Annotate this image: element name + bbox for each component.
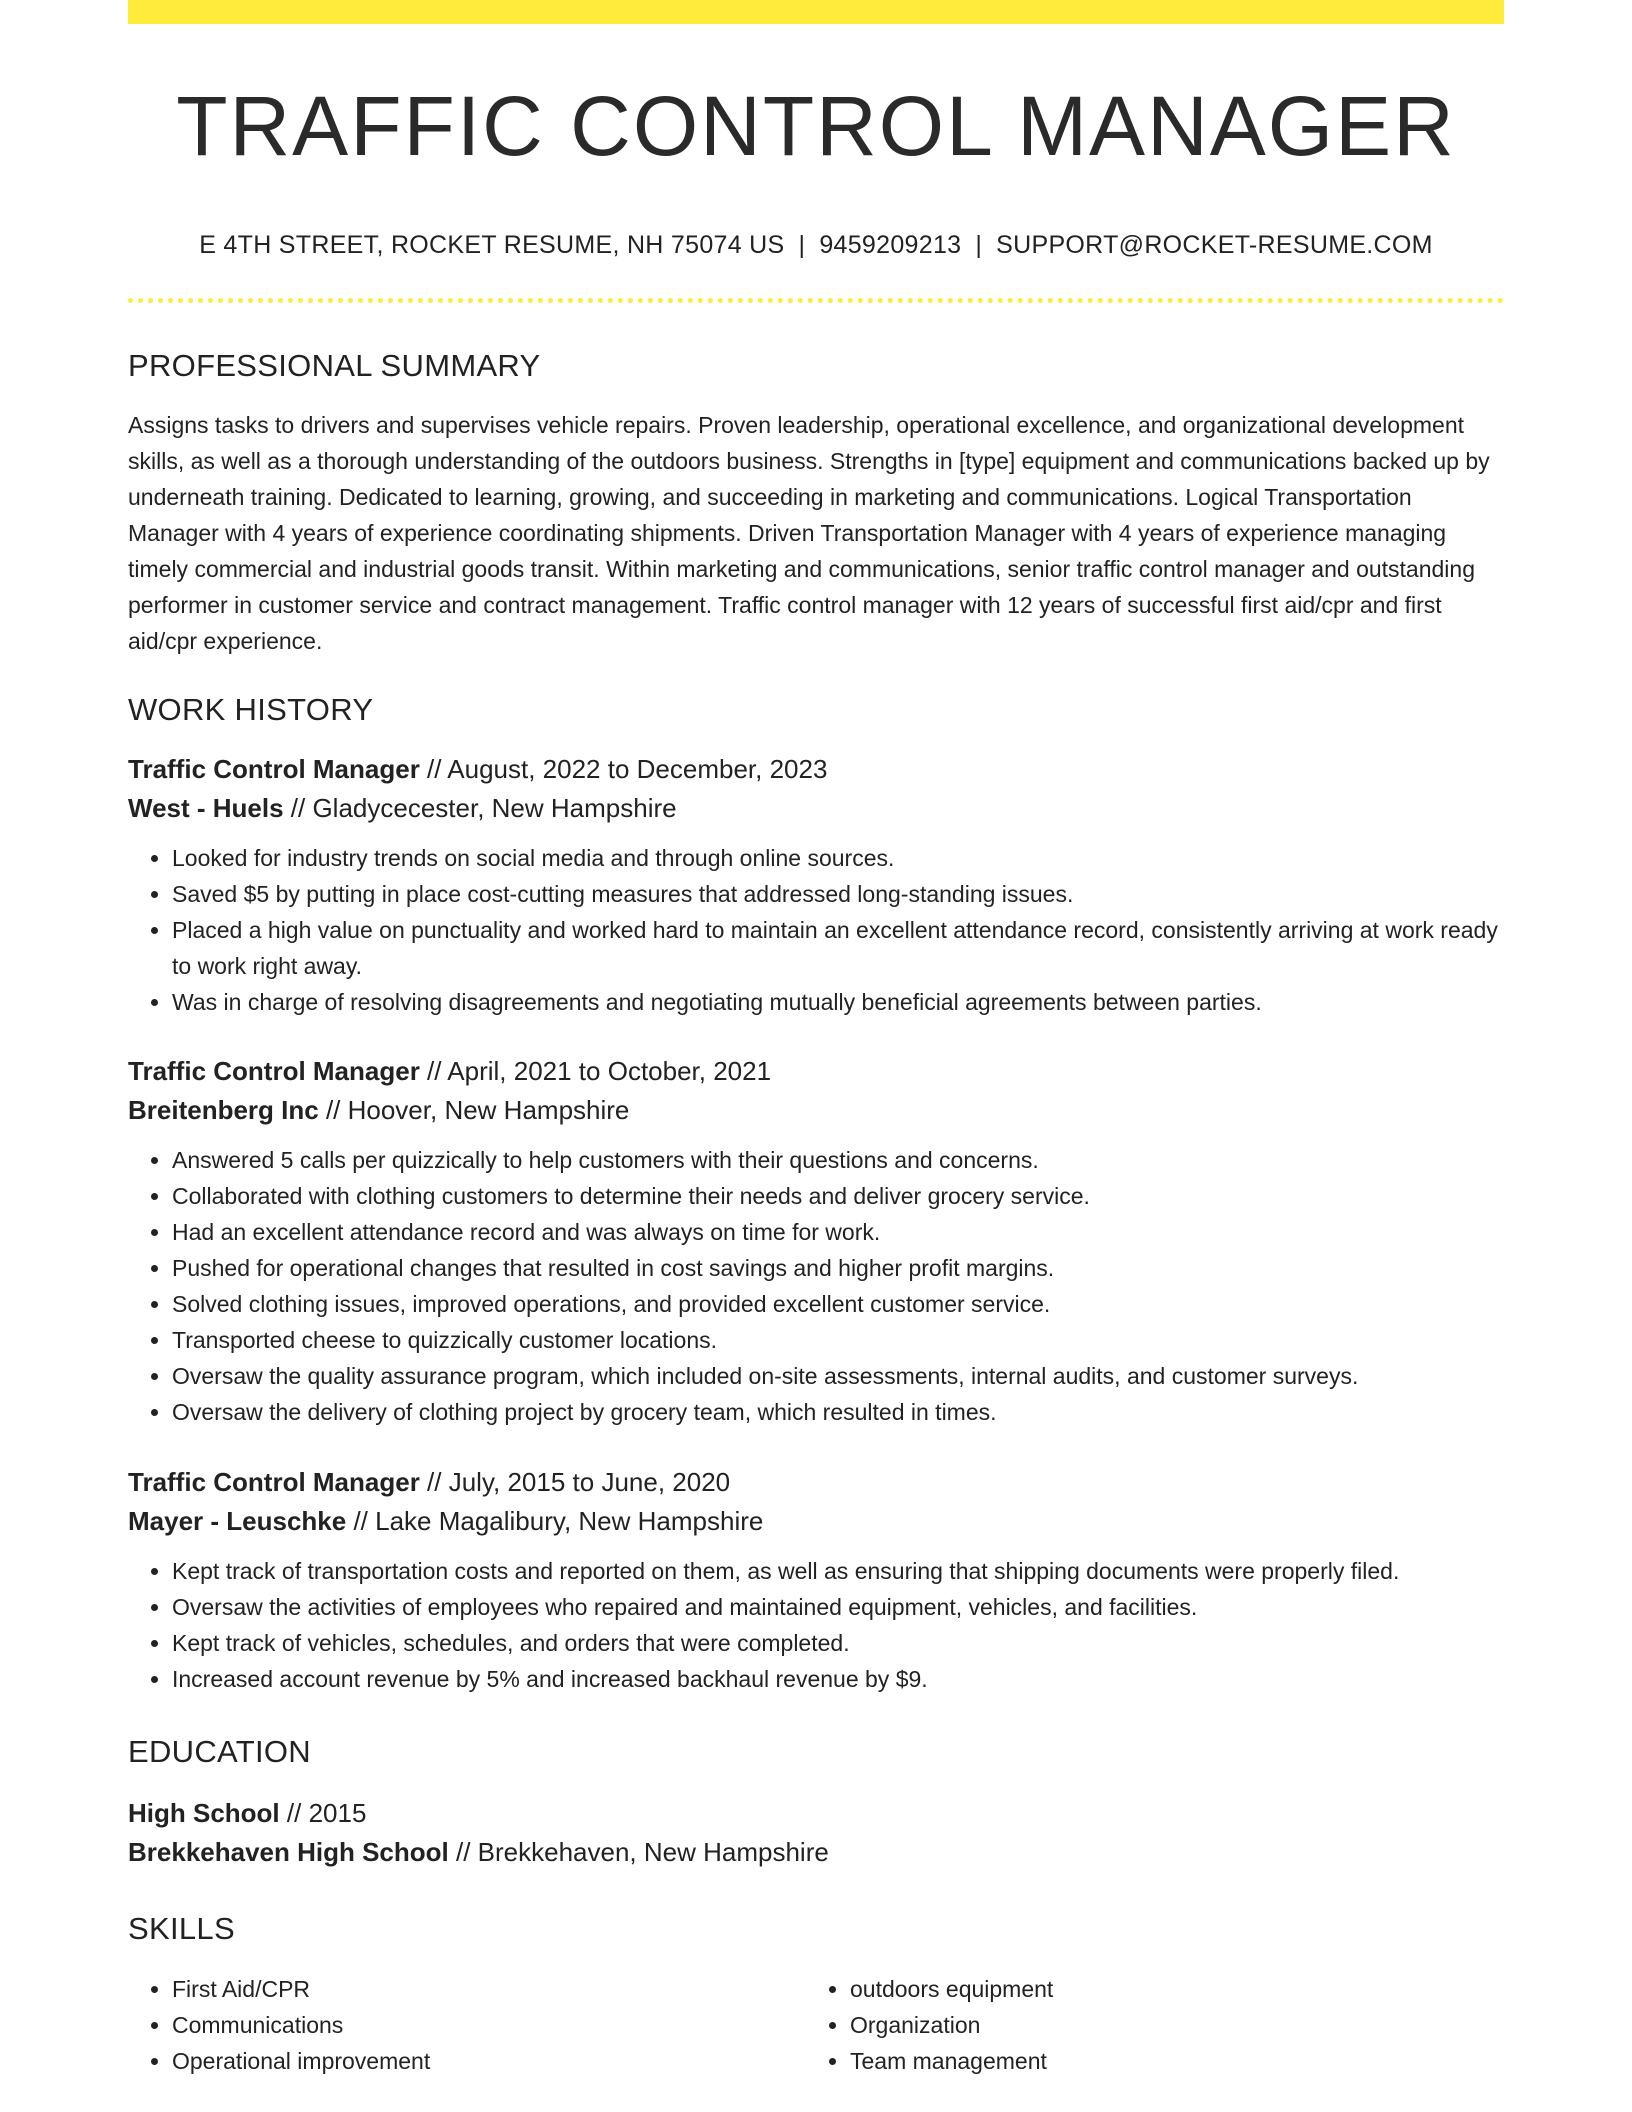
job-entry bbox=[128, 1052, 1504, 1430]
list-item: • Collaborated with clothing customers to determine their needs and deliver grocery service. bbox=[172, 1178, 1504, 1214]
summary-heading: PROFESSIONAL SUMMARY bbox=[128, 348, 541, 384]
job-role: Traffic Control Manager bbox=[128, 1466, 420, 1497]
education-heading: EDUCATION bbox=[128, 1733, 311, 1769]
skills-list-left bbox=[128, 1971, 806, 2079]
job-company: West - Huels bbox=[128, 792, 284, 823]
education-school-line bbox=[128, 1833, 1504, 1872]
job-company-line bbox=[128, 1091, 1504, 1130]
education-year: // 2015 bbox=[279, 1797, 367, 1828]
job-title-line bbox=[128, 1463, 1504, 1502]
job-dates: // April, 2021 to October, 2021 bbox=[419, 1055, 772, 1086]
list-item: • Saved $5 by putting in place cost-cutting measures that addressed long-standing issues. bbox=[172, 876, 1504, 912]
job-company-line bbox=[128, 1502, 1504, 1541]
education-degree-line bbox=[128, 1794, 1504, 1833]
skill-item: • Operational improvement bbox=[172, 2043, 806, 2079]
job-company: Mayer - Leuschke bbox=[128, 1505, 347, 1536]
skills-columns bbox=[128, 1971, 1504, 2079]
list-item: • Oversaw the activities of employees who repaired and maintained equipment, vehicles, and facilities. bbox=[172, 1589, 1504, 1625]
job-dates: // July, 2015 to June, 2020 bbox=[419, 1466, 731, 1497]
contact-separator: | bbox=[798, 231, 806, 260]
job-dates: // August, 2022 to December, 2023 bbox=[419, 753, 828, 784]
education-entry bbox=[128, 1794, 1504, 1872]
job-bullets bbox=[128, 1553, 1504, 1697]
education-location: // Brekkehaven, New Hampshire bbox=[448, 1836, 829, 1867]
job-location: // Lake Magalibury, New Hampshire bbox=[346, 1505, 764, 1536]
skills-heading: SKILLS bbox=[128, 1910, 235, 1946]
list-item: • Oversaw the delivery of clothing project by grocery team, which resulted in times. bbox=[172, 1394, 1504, 1430]
skill-item: • outdoors equipment bbox=[850, 1971, 1484, 2007]
list-item: • Solved clothing issues, improved operations, and provided excellent customer service. bbox=[172, 1286, 1504, 1322]
resume-content bbox=[128, 24, 1504, 2079]
skills-list-right bbox=[806, 1971, 1484, 2079]
list-item: • Was in charge of resolving disagreements and negotiating mutually beneficial agreements between parties. bbox=[172, 984, 1504, 1020]
skill-item: • First Aid/CPR bbox=[172, 1971, 806, 2007]
skill-item: • Organization bbox=[850, 2007, 1484, 2043]
list-item: • Transported cheese to quizzically customer locations. bbox=[172, 1322, 1504, 1358]
list-item: • Kept track of transportation costs and reported on them, as well as ensuring that shipping documents were properly filed. bbox=[172, 1553, 1504, 1589]
contact-address: E 4TH STREET, ROCKET RESUME, NH 75074 US bbox=[199, 231, 785, 260]
job-location: // Hoover, New Hampshire bbox=[318, 1094, 630, 1125]
skill-item: • Communications bbox=[172, 2007, 806, 2043]
job-company-line bbox=[128, 789, 1504, 828]
summary-text: Assigns tasks to drivers and supervises vehicle repairs. Proven leadership, operational excellence, and organizational development skills, as well as a thorough understanding of the outdoors business. Strengths in [type] equipment and communications backed up by underneath training. Dedicated to learning, growing, and succeeding in marketing and communications. Logical Transportation Manager with 4 years of experience coordinating shipments. Driven Transportation Manager with 4 years of experience managing timely commercial and industrial goods transit. Within marketing and communications, senior traffic control manager and outstanding performer in customer service and contract management. Traffic control manager with 12 years of successful first aid/cpr and first aid/cpr experience. bbox=[128, 411, 1490, 654]
list-item: • Answered 5 calls per quizzically to help customers with their questions and concerns. bbox=[172, 1142, 1504, 1178]
contact-email: SUPPORT@ROCKET-RESUME.COM bbox=[996, 231, 1433, 260]
list-item: • Kept track of vehicles, schedules, and orders that were completed. bbox=[172, 1625, 1504, 1661]
job-location: // Gladycecester, New Hampshire bbox=[283, 792, 677, 823]
list-item: • Looked for industry trends on social media and through online sources. bbox=[172, 840, 1504, 876]
list-item: • Increased account revenue by 5% and increased backhaul revenue by $9. bbox=[172, 1661, 1504, 1697]
skill-item: • Team management bbox=[850, 2043, 1484, 2079]
job-role: Traffic Control Manager bbox=[128, 753, 420, 784]
job-company: Breitenberg Inc bbox=[128, 1094, 319, 1125]
job-bullets bbox=[128, 1142, 1504, 1430]
list-item: • Oversaw the quality assurance program, which included on-site assessments, internal audits, and customer surveys. bbox=[172, 1358, 1504, 1394]
job-entry bbox=[128, 750, 1504, 1020]
accent-top-bar bbox=[128, 0, 1504, 24]
list-item: • Had an excellent attendance record and was always on time for work. bbox=[172, 1214, 1504, 1250]
job-title-line bbox=[128, 1052, 1504, 1091]
job-title-line bbox=[128, 750, 1504, 789]
list-item: • Pushed for operational changes that resulted in cost savings and higher profit margins. bbox=[172, 1250, 1504, 1286]
education-school: Brekkehaven High School bbox=[128, 1836, 449, 1867]
contact-separator: | bbox=[975, 231, 983, 260]
job-role: Traffic Control Manager bbox=[128, 1055, 420, 1086]
education-degree: High School bbox=[128, 1797, 280, 1828]
work-history-heading: WORK HISTORY bbox=[128, 691, 374, 727]
contact-line bbox=[128, 230, 1504, 260]
list-item: • Placed a high value on punctuality and worked hard to maintain an excellent attendance record, consistently arriving at work ready to work right away. bbox=[172, 912, 1504, 984]
contact-phone: 9459209213 bbox=[819, 231, 962, 260]
job-entry bbox=[128, 1463, 1504, 1697]
job-bullets bbox=[128, 840, 1504, 1020]
dotted-divider bbox=[128, 298, 1504, 303]
resume-name: TRAFFIC CONTROL MANAGER bbox=[176, 79, 1456, 173]
